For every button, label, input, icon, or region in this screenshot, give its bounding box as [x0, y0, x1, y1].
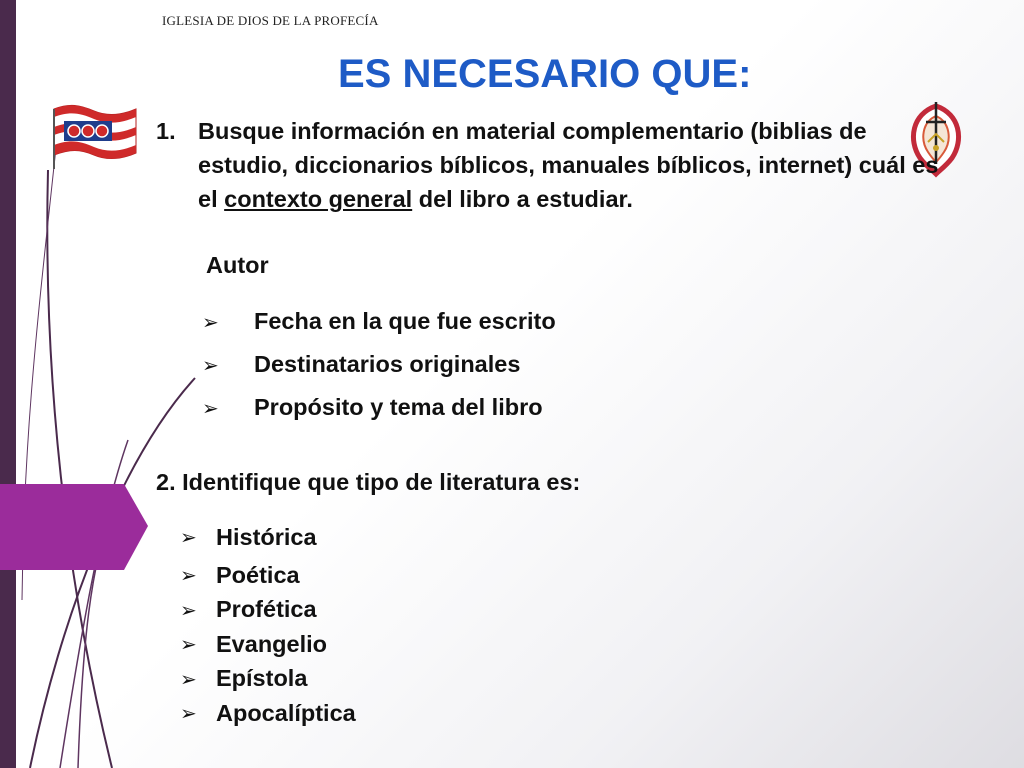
bullet-arrow-icon: ➢ [180, 597, 197, 622]
list-item [202, 300, 556, 343]
list-item-label: Profética [216, 596, 317, 623]
list-item-label: Apocalíptica [216, 699, 356, 726]
list-item-label: Epístola [216, 665, 308, 692]
bullet-arrow-icon: ➢ [180, 525, 197, 549]
list-item-label: Histórica [216, 523, 317, 550]
list-item-label: Poética [216, 561, 300, 588]
bullet-arrow-icon: ➢ [202, 352, 219, 377]
list-item-label: Evangelio [216, 630, 328, 657]
list-item [180, 627, 356, 662]
list-item-label: Propósito y tema del libro [254, 394, 543, 420]
item-1-number: 1. [156, 118, 176, 144]
instruction-item-2: 2. Identifique que tipo de literatura es: [156, 469, 581, 495]
bullet-arrow-icon: ➢ [202, 395, 219, 420]
list-item-label: Destinatarios originales [254, 351, 521, 377]
bullet-arrow-icon: ➢ [180, 701, 197, 726]
bullet-arrow-icon: ➢ [202, 309, 219, 334]
literature-type-list [180, 516, 356, 731]
bullet-arrow-icon: ➢ [180, 563, 197, 588]
item-1-underlined-text: contexto general [224, 186, 413, 212]
item-1-text [198, 114, 956, 216]
item-1-text-after: del libro a estudiar. [412, 186, 633, 212]
list-item [180, 696, 356, 731]
context-sub-list [202, 300, 556, 429]
list-item [180, 516, 356, 558]
list-item [202, 386, 556, 429]
autor-label: Autor [206, 252, 269, 278]
church-name-header: IGLESIA DE DIOS DE LA PROFECÍA [162, 13, 379, 28]
item-1-text-before: Busque información en material complementario (biblias de estudio, diccionarios bíblicos, manuales bíblicos, internet) cuál es el [198, 118, 939, 212]
list-item [180, 558, 356, 593]
instruction-item-1 [156, 114, 956, 216]
bullet-arrow-icon: ➢ [180, 666, 197, 691]
list-item [180, 593, 356, 628]
list-item [180, 662, 356, 697]
church-flag-icon [50, 103, 140, 171]
list-item [202, 343, 556, 386]
list-item-label: Fecha en la que fue escrito [254, 308, 556, 334]
page-title: ES NECESARIO QUE: [338, 52, 752, 96]
bullet-arrow-icon: ➢ [180, 632, 197, 657]
